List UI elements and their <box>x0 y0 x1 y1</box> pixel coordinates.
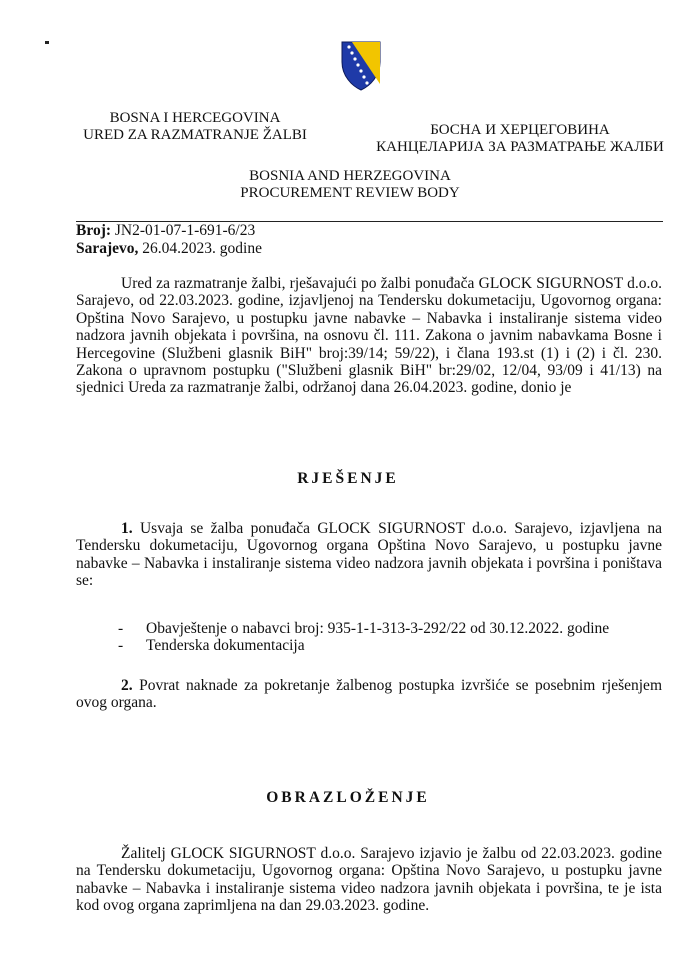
point-1-text: Usvaja se žalba ponuđača GLOCK SIGURNOST d.o.o. Sarajevo, izjavljena na Tendersku dokumetaciju, Ugovornog organa Opština Novo Sarajevo, u postupku javne nabavke – Nabavka i instaliranje sistema video nadzora javnih objekata i površina i poništava se: <box>76 520 662 590</box>
coat-of-arms-icon <box>340 40 382 92</box>
header-right <box>365 122 675 156</box>
point-2-number: 2. <box>121 677 133 694</box>
header-right-line2: КАНЦЕЛАРИЈА ЗА РАЗМАТРАЊЕ ЖАЛБИ <box>376 139 664 155</box>
header-left-line1: BOSNA I HERCEGOVINA <box>109 110 281 126</box>
header-left-line2: URED ZA RAZMATRANJE ŽALBI <box>83 127 307 143</box>
reasoning-heading: OBRAZLOŽENJE <box>266 789 430 806</box>
decision-heading: RJEŠENJE <box>297 470 399 487</box>
header-center <box>200 168 500 202</box>
header-center-line1: BOSNIA AND HERZEGOVINA <box>249 168 451 184</box>
decision-point-2 <box>76 677 662 712</box>
point-2-text: Povrat naknade za pokretanje žalbenog postupka izvršiće se posebnim rješenjem ovog organa. <box>76 677 662 712</box>
list-item-text: Obavještenje o nabavci broj: 935-1-1-313-3-292/22 od 30.12.2022. godine <box>146 620 610 637</box>
reasoning-paragraph: Žalitelj GLOCK SIGURNOST d.o.o. Sarajevo izjavio je žalbu od 22.03.2023. godine na Tendersku dokumetaciju, Ugovornog organa: Opština Novo Sarajevo, u postupku javne nabavke – Nabavka i instaliranje sistema video nadzora javnih objekata i površina, te je ista kod ovog organa zaprimljena na dan 29.03.2023. godine. <box>76 845 662 915</box>
scan-speck <box>45 41 49 44</box>
list-bullet: - <box>118 620 124 637</box>
annulled-items-list <box>118 620 609 654</box>
case-number-value: JN2-01-07-1-691-6/23 <box>111 222 256 239</box>
list-item <box>118 637 609 654</box>
case-number-label: Broj: <box>76 222 112 239</box>
place-label: Sarajevo, <box>76 240 139 257</box>
header-right-line1: БОСНА И ХЕРЦЕГОВИНА <box>430 122 610 138</box>
list-item <box>118 620 609 637</box>
list-item-text: Tenderska dokumentacija <box>146 637 305 654</box>
decision-point-1 <box>76 520 662 590</box>
header-center-line2: PROCUREMENT REVIEW BODY <box>240 185 460 201</box>
place-date <box>76 240 262 257</box>
point-1-number: 1. <box>121 520 133 537</box>
intro-paragraph: Ured za razmatranje žalbi, rješavajući po žalbi ponuđača GLOCK SIGURNOST d.o.o. Sarajevo, od 22.03.2023. godine, izjavljenoj na Tendersku dokumetaciju, Ugovornog organa: Opština Novo Sarajevo, u postupku javne nabavke – Nabavka i instaliranje sistema video nadzora javnih objekata i površina, na osnovu čl. 111. Zakona o javnim nabavkama Bosne i Hercegovine (Službeni glasnik BiH" broj:39/14; 59/22), i člana 193.st (1) i (2) i čl. 230. Zakona o upravnom postupku ("Službeni glasnik BiH" br:29/02, 12/04, 93/09 i 41/13) na sjednici Ureda za razmatranje žalbi, održanoj dana 26.04.2023. godine, donio je <box>76 275 662 397</box>
case-number <box>76 222 255 239</box>
header-left <box>70 110 320 144</box>
date-value: 26.04.2023. godine <box>138 240 262 257</box>
list-bullet: - <box>118 637 124 654</box>
